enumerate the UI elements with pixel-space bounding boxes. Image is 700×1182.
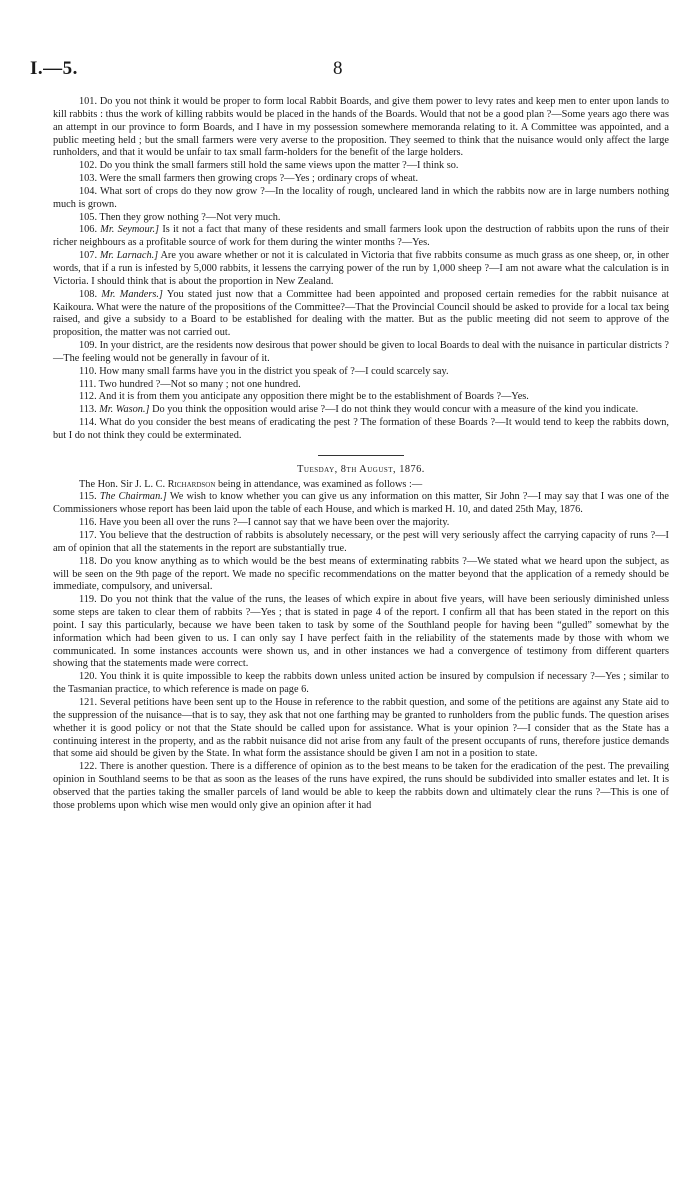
question-text: We wish to know whether you can give us any information on this matter, Sir John ?—I may say that I was one of the Commissioners whose report has been laid upon the table of each House, and which is marked H. 10, and dated 25th May, 1876. (53, 491, 669, 516)
speaker-name: Mr. Manders.] (101, 288, 163, 300)
section-divider (318, 455, 404, 456)
question-paragraph (53, 556, 669, 595)
question-text: Is it not a fact that many of these residents and small farmers look upon the destruction of rabbits upon the runs of their richer neighbours as a profitable source of work for them during the winter months ?—Yes. (53, 224, 670, 249)
witness-intro-rest: being in attendance, was examined as follows :— (215, 478, 423, 490)
question-number: 116. (79, 517, 97, 529)
question-text: Do you think the small farmers still hold the same views upon the matter ?—I think so. (99, 160, 459, 172)
question-number: 111. (79, 378, 97, 390)
question-text: In your district, are the residents now desirous that power should be given to local Boards to deal with the nuisance in particular districts ?—The feeling would not be generally in favour of it. (53, 340, 669, 364)
question-paragraph (53, 417, 669, 443)
question-paragraph (53, 160, 669, 173)
question-paragraph (53, 671, 669, 697)
document-reference: I.—5. (30, 58, 78, 79)
question-text: Are you aware whether or not it is calculated in Victoria that five rabbits consume as much grass as one sheep, or, in other words, that if a run is infested by 5,000 rabbits, it lessens the carrying power of the run by 1,000 sheep ?—I am not aware what the calculation is in Victoria. I should think that is about the proportion in New Zealand. (53, 250, 670, 287)
question-paragraph (53, 340, 669, 366)
question-number: 113. (79, 404, 97, 416)
question-paragraph (53, 96, 669, 160)
question-text: What do you consider the best means of eradicating the pest ? The formation of these Boards ?—It would tend to keep the rabbits down, but I do not think they could be exterminated. (53, 417, 669, 441)
question-text: Do you think the opposition would arise ?—I do not think they would concur with a measure of the kind you indicate. (152, 404, 639, 416)
question-number: 119. (79, 594, 97, 606)
question-paragraph (53, 379, 669, 392)
question-paragraph (53, 404, 669, 417)
page-header (30, 58, 670, 82)
speaker-name: Mr. Larnach.] (99, 250, 159, 262)
question-paragraph (53, 761, 669, 812)
witness-name: Richardson (167, 478, 216, 490)
question-text: You think it is quite impossible to keep the rabbits down unless united action be insured by compulsion if necessary ?—Yes ; similar to the Tasmanian practice, to which reference is made on page 6. (53, 671, 669, 696)
question-number: 102. (79, 160, 98, 172)
speaker-name: The Chairman.] (99, 491, 167, 503)
question-number: 103. (79, 173, 98, 185)
question-number: 109. (79, 340, 98, 352)
question-number: 121. (79, 696, 98, 708)
question-text: How many small farms have you in the district you speak of ?—I could scarcely say. (99, 365, 449, 377)
question-number: 105. (79, 211, 98, 223)
question-paragraph (53, 212, 669, 225)
question-text: And it is from them you anticipate any opposition there might be to the establishment of Boards ?—Yes. (98, 391, 529, 403)
question-paragraph (53, 491, 669, 517)
question-text: You believe that the destruction of rabbits is absolutely necessary, or the pest will very seriously affect the carrying capacity of runs ?—I am of opinion that all the statements in the report are substantially true. (53, 530, 669, 554)
question-paragraph (53, 697, 669, 761)
question-text: There is another question. There is a difference of opinion as to the best means to be taken for the eradication of the pest. The prevailing opinion in Southland seems to be that as soon as the leases of the runs have expired, the runs should be subdivided into smaller estates and let. It is observed that the parties taking the smaller parcels of land would be able to keep the rabbits down and ultimately clear the runs ?—This is one of those problems upon which wise men would only give an opinion after it had (53, 761, 669, 811)
question-paragraph (53, 391, 669, 404)
question-text: Do you not think that the value of the runs, the leases of which expire in about five years, will have been seriously diminished unless some steps are taken to clear them of rabbits ?—Yes ; that is stated in page 4 of the report. I confirm all that has been stated in the report on this point. I say this particularly, because we have been taken to task by some of the Southland people for having been “gulled” somewhat by the information which had been given to us. I can only say I have perfect faith in the reliability of the statements made by those with whom we communicated. In some instances accounts were shown us, and in other instances we had a convergence of testimony from different quarters showing that the statements made were correct. (53, 594, 670, 670)
question-number: 117. (79, 530, 97, 541)
question-paragraph (53, 530, 669, 556)
question-paragraph (53, 173, 669, 186)
question-number: 114. (79, 417, 97, 429)
question-text: Then they grow nothing ?—Not very much. (99, 211, 281, 223)
question-text: Two hundred ?—Not so many ; not one hundred. (98, 378, 301, 390)
question-number: 118. (79, 555, 97, 567)
question-number: 115. (79, 491, 97, 503)
question-number: 120. (79, 671, 98, 683)
question-text: What sort of crops do they now grow ?—In the locality of rough, uncleared land in which the rabbits now are in large numbers nothing much is grown. (53, 185, 670, 210)
question-paragraph (53, 366, 669, 379)
question-number: 101. (79, 96, 98, 107)
question-number: 106. (79, 224, 98, 236)
question-text: Were the small farmers then growing crops ?—Yes ; ordinary crops of wheat. (99, 173, 419, 185)
question-paragraph (53, 186, 669, 212)
testimony-block-richardson (53, 491, 669, 812)
question-number: 122. (79, 761, 98, 773)
question-paragraph (53, 517, 669, 530)
sitting-date: Tuesday, 8th August, 1876. (297, 463, 425, 475)
testimony-block-first-witness (53, 96, 669, 443)
question-paragraph (53, 289, 669, 340)
question-number: 108. (79, 288, 98, 300)
witness-honorific: The Hon. Sir J. L. C. (79, 478, 168, 490)
question-paragraph (53, 224, 669, 250)
question-paragraph (53, 594, 669, 671)
question-paragraph (53, 250, 669, 289)
question-text: Do you know anything as to which would be the best means of exterminating rabbits ?—We stated what we heard upon the subject, as will be seen on the 9th page of the report. We made no specific recommendations on the matter beyond that the application of a remedy should be immediate, compulsory, and universal. (53, 555, 669, 593)
page-body (53, 96, 669, 813)
question-number: 112. (79, 391, 97, 403)
question-text: You stated just now that a Committee had been appointed and proposed certain remedies for the rabbit nuisance at Kaikoura. What were the nature of the propositions of the Committee?—That the Provincial Council should be asked to provide for a local tax being raised, and give a subsidy to a Board to be established for dealing with the matter. But as the public meeting did not seem to approve of the proposition, the matter was not carried out. (53, 288, 670, 339)
question-text: Do you not think it would be proper to form local Rabbit Boards, and give them power to levy rates and keep men to enter upon lands to kill rabbits : thus the work of killing rabbits would be placed in the hands of the Boards. Would that not be a good plan ?—Some years ago there was an attempt in our province to form Boards, and I have in my possession somewhere memoranda relating to it. A Committee was appointed, and a public meeting held ; but the small farmers were very averse to the proposition. They seemed to think that the nuisance would only affect the large runholders, and that it would be unfair to tax small farm-holders for the benefit of the large holders. (53, 96, 670, 159)
question-number: 107. (79, 250, 98, 262)
speaker-name: Mr. Wason.] (99, 404, 150, 416)
question-number: 104. (79, 185, 98, 197)
witness-introduction (53, 479, 669, 492)
page-number: 8 (333, 58, 343, 79)
speaker-name: Mr. Seymour.] (100, 224, 160, 236)
question-text: Have you been all over the runs ?—I cannot say that we have been over the majority. (99, 517, 450, 529)
question-number: 110. (79, 365, 97, 377)
question-text: Several petitions have been sent up to the House in reference to the rabbit question, and some of the petitions are against any State aid to the suppression of the nuisance—that is to say, they ask that not one farthing may be granted to runholders from the public funds. The question arises whether it is good policy or not that the State should be called upon for assistance. What is your opinion ?—I consider that as the State has a continuing interest in the property, and as the rabbit nuisance did not arise from any fault of the present occupants of runs, therefore justice demands that some aid should be given by the State. In what form the assistance should be given I am not in a position to state. (53, 696, 670, 760)
